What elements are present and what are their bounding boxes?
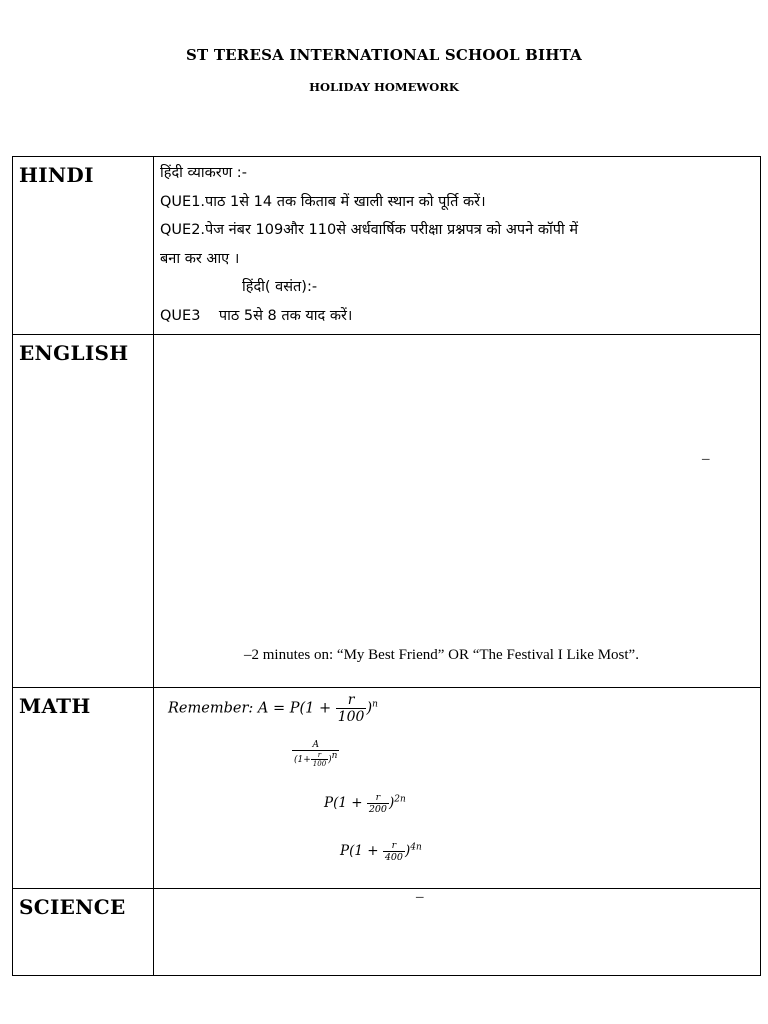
english-prompt: –2 minutes on: “My Best Friend” OR “The Festival I Like Most”. xyxy=(244,647,639,663)
math-subject-cell xyxy=(13,688,154,889)
hindi-line: QUE3 पाठ 5से 8 तक याद करें। xyxy=(160,307,353,324)
formula-text: ) xyxy=(404,843,411,859)
formula-text: ) xyxy=(366,700,373,717)
principal-formula xyxy=(292,740,339,768)
fraction-denominator: 200 xyxy=(368,804,387,815)
fraction-numerator: r xyxy=(367,792,389,804)
school-name: ST TERESA INTERNATIONAL SCHOOL BIHTA xyxy=(186,46,582,64)
formula-text: P(1 + xyxy=(324,795,367,811)
fraction xyxy=(383,840,405,863)
fraction xyxy=(311,751,328,768)
fraction xyxy=(367,792,389,815)
english-row xyxy=(13,335,761,688)
fraction-denominator: 400 xyxy=(384,852,403,863)
science-label: SCIENCE xyxy=(19,895,126,919)
fraction-numerator: r xyxy=(336,692,367,709)
math-label: MATH xyxy=(19,694,91,718)
formula-text: (1+ xyxy=(294,755,311,765)
science-subject-cell xyxy=(13,889,154,976)
english-subject-cell xyxy=(13,335,154,688)
formula-text: ) xyxy=(388,795,395,811)
english-dash: – xyxy=(702,451,710,467)
formula-exponent: 2n xyxy=(394,794,406,805)
science-content-cell xyxy=(154,889,761,976)
math-content-cell xyxy=(154,688,761,889)
fraction-numerator: r xyxy=(311,751,328,760)
hindi-row xyxy=(13,157,761,335)
english-label: ENGLISH xyxy=(19,341,129,365)
fraction-denominator xyxy=(292,751,339,768)
hindi-label: HINDI xyxy=(19,163,94,187)
formula-text: ) xyxy=(328,755,332,765)
science-dash: – xyxy=(416,889,424,905)
hindi-line: हिंदी( वसंत):- xyxy=(242,279,318,295)
formula-text: Remember: A = P(1 + xyxy=(168,700,336,717)
math-row xyxy=(13,688,761,889)
science-row xyxy=(13,889,761,976)
fraction-numerator: A xyxy=(292,740,339,751)
fraction-numerator: r xyxy=(383,840,405,852)
hindi-line: हिंदी व्याकरण :- xyxy=(160,165,247,181)
homework-table xyxy=(12,156,761,976)
hindi-line: QUE1.पाठ 1से 14 तक किताब में खाली स्थान को पूर्ति करें। xyxy=(160,193,486,210)
hindi-line: QUE2.पेज नंबर 109और 110से अर्धवार्षिक परीक्षा प्रश्नपत्र को अपने कॉपी में xyxy=(160,222,578,238)
hindi-content-cell xyxy=(154,157,761,335)
formula-text: P(1 + xyxy=(340,843,383,859)
formula-exponent: n xyxy=(372,699,378,710)
quarterly-formula xyxy=(340,840,422,863)
hindi-subject-cell xyxy=(13,157,154,335)
formula-exponent: 4n xyxy=(410,842,422,853)
formula-exponent: n xyxy=(331,751,338,761)
half-yearly-formula xyxy=(324,792,406,815)
fraction xyxy=(336,692,367,725)
document-subtitle: HOLIDAY HOMEWORK xyxy=(309,80,459,94)
fraction xyxy=(292,740,339,768)
hindi-line: बना कर आए । xyxy=(160,250,240,267)
fraction-denominator: 100 xyxy=(337,709,365,725)
compound-interest-formula xyxy=(168,692,378,725)
english-content-cell xyxy=(154,335,761,688)
fraction-denominator: 100 xyxy=(312,760,327,768)
